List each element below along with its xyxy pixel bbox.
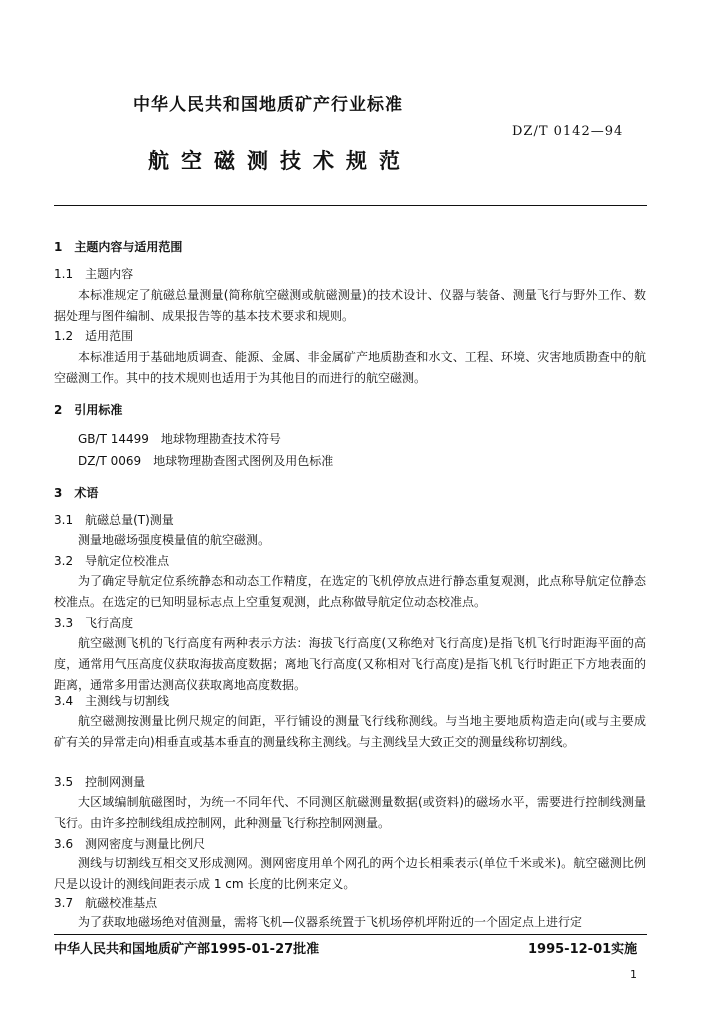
section-3-5-text: 大区域编制航磁图时，为统一不同年代、不同测区航磁测量数据(或资料)的磁场水平，需要进行控制线测量飞行。由许多控制线组成控制网，此种测量飞行称控制网测量。	[54, 795, 646, 830]
approval-line: 中华人民共和国地质矿产部1995-01-27批准	[54, 942, 320, 957]
issuing-organization: 中华人民共和国地质矿产行业标准	[133, 95, 403, 115]
page-number: 1	[630, 968, 637, 981]
section-2-heading: 2 引用标准	[54, 403, 123, 417]
section-3-1-text: 测量地磁场强度模量值的航空磁测。	[78, 533, 271, 547]
reference-item: GB/T 14499 地球物理勘查技术符号	[78, 432, 281, 446]
footer-divider	[54, 934, 647, 935]
section-3-7-text: 为了获取地磁场绝对值测量，需将飞机—仪器系统置于飞机场停机坪附近的一个固定点上进行定	[78, 915, 583, 929]
reference-item: DZ/T 0069 地球物理勘查图式图例及用色标准	[78, 454, 334, 468]
section-3-6-text: 测线与切割线互相交叉形成测网。测网密度用单个网孔的两个边长相乘表示(单位千米或米)。航空磁测比例尺是以设计的测线间距表示成 1 cm 长度的比例来定义。	[54, 856, 646, 891]
section-1-heading: 1 主题内容与适用范围	[54, 240, 183, 254]
section-3-1-heading: 3.1 航磁总量(T)测量	[54, 513, 174, 527]
standard-code: DZ/T 0142—94	[512, 124, 624, 139]
section-1-1-text: 本标准规定了航磁总量测量(简称航空磁测或航磁测量)的技术设计、仪器与装备、测量飞行与野外工作、数据处理与图件编制、成果报告等的基本技术要求和规则。	[54, 288, 646, 323]
document-title: 航空磁测技术规范	[148, 149, 412, 173]
section-3-5-heading: 3.5 控制网测量	[54, 775, 146, 789]
section-3-4-heading: 3.4 主测线与切割线	[54, 694, 170, 708]
section-3-7-heading: 3.7 航磁校准基点	[54, 896, 158, 910]
effective-date: 1995-12-01实施	[528, 942, 638, 957]
section-3-6-heading: 3.6 测网密度与测量比例尺	[54, 837, 206, 851]
header-divider	[54, 205, 647, 206]
section-3-2-heading: 3.2 导航定位校准点	[54, 554, 170, 568]
section-1-2-heading: 1.2 适用范围	[54, 329, 134, 343]
section-3-3-text: 航空磁测飞机的飞行高度有两种表示方法：海拔飞行高度(又称绝对飞行高度)是指飞机飞行时距海平面的高度，通常用气压高度仪获取海拔高度数据；离地飞行高度(又称相对飞行高度)是指飞机飞行时距正下方地表面的距离，通常多用雷达测高仪获取离地高度数据。	[54, 636, 646, 692]
section-3-3-heading: 3.3 飞行高度	[54, 616, 134, 630]
section-3-4-text: 航空磁测按测量比例尺规定的间距，平行铺设的测量飞行线称测线。与当地主要地质构造走向(或与主要成矿有关的异常走向)相垂直或基本垂直的测量线称主测线。与主测线呈大致正交的测量线称切割线。	[54, 714, 646, 749]
section-3-2-text: 为了确定导航定位系统静态和动态工作精度，在选定的飞机停放点进行静态重复观测，此点称导航定位静态校准点。在选定的已知明显标志点上空重复观测，此点称做导航定位动态校准点。	[54, 574, 646, 609]
section-1-1-heading: 1.1 主题内容	[54, 267, 134, 281]
section-1-2-text: 本标准适用于基础地质调查、能源、金属、非金属矿产地质勘查和水文、工程、环境、灾害地质勘查中的航空磁测工作。其中的技术规则也适用于为其他目的而进行的航空磁测。	[54, 350, 646, 385]
section-3-heading: 3 术语	[54, 486, 99, 500]
